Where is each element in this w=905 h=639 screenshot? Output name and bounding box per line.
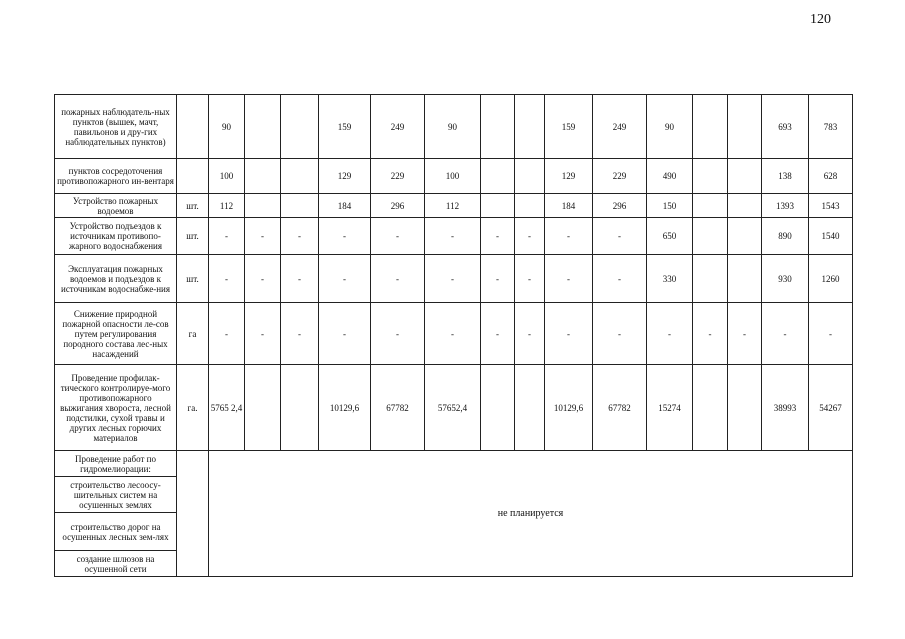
- value-cell: -: [371, 255, 425, 303]
- value-cell: 628: [809, 159, 853, 194]
- value-cell: 138: [762, 159, 809, 194]
- value-cell: 1260: [809, 255, 853, 303]
- value-cell: -: [545, 255, 593, 303]
- value-cell: 90: [209, 95, 245, 159]
- value-cell: [515, 194, 545, 218]
- value-cell: 112: [425, 194, 481, 218]
- value-cell: [281, 95, 319, 159]
- value-cell: 229: [593, 159, 647, 194]
- value-cell: [481, 365, 515, 451]
- value-cell: -: [281, 255, 319, 303]
- value-cell: 10129,6: [319, 365, 371, 451]
- value-cell: 67782: [371, 365, 425, 451]
- value-cell: 650: [647, 218, 693, 255]
- value-cell: [728, 255, 762, 303]
- table-row: [55, 194, 853, 218]
- page-number: 120: [810, 12, 831, 27]
- value-cell: -: [515, 255, 545, 303]
- value-cell: 249: [593, 95, 647, 159]
- value-cell: [693, 194, 728, 218]
- value-cell: -: [319, 303, 371, 365]
- value-cell: 100: [425, 159, 481, 194]
- value-cell: [728, 159, 762, 194]
- value-cell: -: [319, 218, 371, 255]
- value-cell: 150: [647, 194, 693, 218]
- value-cell: 693: [762, 95, 809, 159]
- value-cell: 10129,6: [545, 365, 593, 451]
- table-row: [55, 255, 853, 303]
- value-cell: -: [647, 303, 693, 365]
- value-cell: [281, 159, 319, 194]
- value-cell: -: [425, 218, 481, 255]
- merged-note: не планируется: [209, 451, 853, 577]
- value-cell: 296: [371, 194, 425, 218]
- value-cell: 100: [209, 159, 245, 194]
- value-cell: 930: [762, 255, 809, 303]
- value-cell: [693, 365, 728, 451]
- value-cell: 57652,4: [425, 365, 481, 451]
- value-cell: -: [245, 303, 281, 365]
- forest-fire-measures-table: [54, 94, 853, 577]
- value-cell: -: [281, 218, 319, 255]
- value-cell: 67782: [593, 365, 647, 451]
- value-cell: [728, 365, 762, 451]
- unit-cell: [177, 159, 209, 194]
- value-cell: 159: [319, 95, 371, 159]
- row-label: Снижение природной пожарной опасности ле-сов путем регулирования породного состава лес-ных насаждений: [55, 303, 177, 365]
- value-cell: [245, 159, 281, 194]
- value-cell: [281, 194, 319, 218]
- value-cell: 159: [545, 95, 593, 159]
- value-cell: -: [245, 255, 281, 303]
- value-cell: -: [245, 218, 281, 255]
- value-cell: [245, 365, 281, 451]
- table-row: [55, 159, 853, 194]
- value-cell: 129: [319, 159, 371, 194]
- table-row: [55, 303, 853, 365]
- value-cell: 490: [647, 159, 693, 194]
- value-cell: [693, 255, 728, 303]
- value-cell: -: [593, 303, 647, 365]
- value-cell: -: [281, 303, 319, 365]
- value-cell: 90: [425, 95, 481, 159]
- unit-cell: шт.: [177, 218, 209, 255]
- value-cell: -: [728, 303, 762, 365]
- table-row: [55, 218, 853, 255]
- value-cell: -: [425, 303, 481, 365]
- row-label: строительство дорог на осушенных лесных зем-лях: [55, 513, 177, 551]
- value-cell: 129: [545, 159, 593, 194]
- row-label: пунктов сосредоточения противопожарного ин-вентаря: [55, 159, 177, 194]
- value-cell: -: [693, 303, 728, 365]
- table-row: [55, 95, 853, 159]
- value-cell: -: [809, 303, 853, 365]
- row-label: Проведение профилак-тического контролируе-мого противопожарного выжигания хвороста, лесной подстилки, сухой травы и других лесных горючих материалов: [55, 365, 177, 451]
- value-cell: -: [371, 303, 425, 365]
- value-cell: [693, 218, 728, 255]
- unit-cell: шт.: [177, 255, 209, 303]
- value-cell: [281, 365, 319, 451]
- value-cell: 184: [545, 194, 593, 218]
- table-row: [55, 451, 853, 477]
- unit-cell: шт.: [177, 194, 209, 218]
- value-cell: 112: [209, 194, 245, 218]
- unit-cell: га: [177, 303, 209, 365]
- value-cell: -: [481, 218, 515, 255]
- value-cell: -: [209, 255, 245, 303]
- value-cell: [728, 194, 762, 218]
- value-cell: -: [209, 218, 245, 255]
- value-cell: [728, 95, 762, 159]
- value-cell: 783: [809, 95, 853, 159]
- value-cell: [515, 365, 545, 451]
- unit-cell: га.: [177, 365, 209, 451]
- table-row: [55, 365, 853, 451]
- value-cell: 5765 2,4: [209, 365, 245, 451]
- value-cell: -: [593, 218, 647, 255]
- value-cell: 15274: [647, 365, 693, 451]
- row-label: Устройство пожарных водоемов: [55, 194, 177, 218]
- value-cell: -: [209, 303, 245, 365]
- value-cell: -: [545, 303, 593, 365]
- value-cell: -: [545, 218, 593, 255]
- row-label: строительство лесоосу-шительных систем на осушенных землях: [55, 477, 177, 513]
- value-cell: -: [515, 218, 545, 255]
- value-cell: [693, 159, 728, 194]
- value-cell: -: [762, 303, 809, 365]
- unit-cell-empty: [177, 451, 209, 577]
- value-cell: [728, 218, 762, 255]
- value-cell: [515, 95, 545, 159]
- value-cell: [481, 95, 515, 159]
- value-cell: [481, 159, 515, 194]
- unit-cell: [177, 95, 209, 159]
- value-cell: 184: [319, 194, 371, 218]
- section-heading: Проведение работ по гидромелиорации:: [55, 451, 177, 477]
- value-cell: 296: [593, 194, 647, 218]
- row-label: пожарных наблюдатель-ных пунктов (вышек, мачт, павильонов и дру-гих наблюдательных пунктов): [55, 95, 177, 159]
- value-cell: 229: [371, 159, 425, 194]
- value-cell: 1393: [762, 194, 809, 218]
- value-cell: 249: [371, 95, 425, 159]
- value-cell: -: [371, 218, 425, 255]
- value-cell: [693, 95, 728, 159]
- value-cell: 90: [647, 95, 693, 159]
- row-label: Устройство подъездов к источникам противопо-жарного водоснабжения: [55, 218, 177, 255]
- value-cell: 1543: [809, 194, 853, 218]
- value-cell: 54267: [809, 365, 853, 451]
- value-cell: 38993: [762, 365, 809, 451]
- value-cell: -: [481, 303, 515, 365]
- value-cell: -: [515, 303, 545, 365]
- row-label: создание шлюзов на осушенной сети: [55, 551, 177, 577]
- value-cell: 1540: [809, 218, 853, 255]
- value-cell: [245, 95, 281, 159]
- value-cell: [481, 194, 515, 218]
- value-cell: -: [319, 255, 371, 303]
- row-label: Эксплуатация пожарных водоемов и подъездов к источникам водоснабже-ния: [55, 255, 177, 303]
- value-cell: -: [593, 255, 647, 303]
- value-cell: 330: [647, 255, 693, 303]
- value-cell: -: [481, 255, 515, 303]
- value-cell: -: [425, 255, 481, 303]
- value-cell: [245, 194, 281, 218]
- value-cell: 890: [762, 218, 809, 255]
- value-cell: [515, 159, 545, 194]
